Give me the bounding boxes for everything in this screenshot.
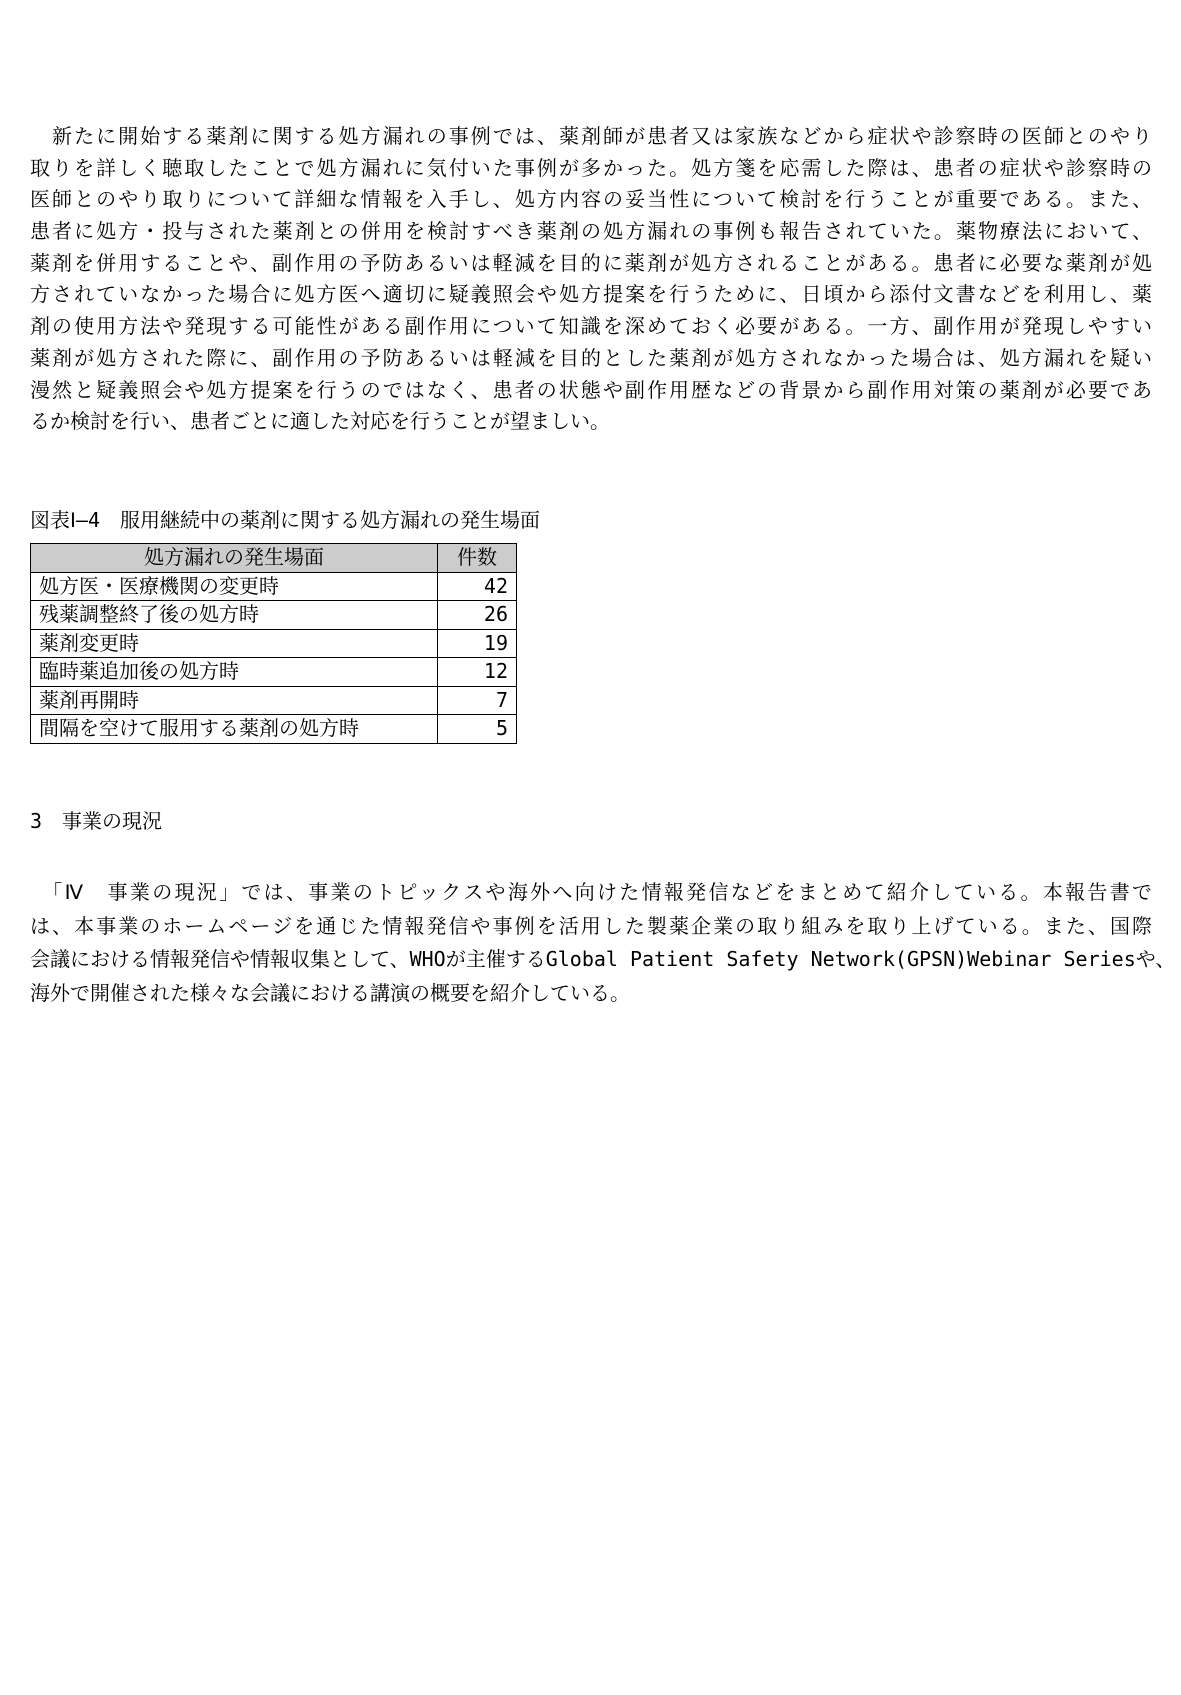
table-row xyxy=(31,601,517,630)
intro-paragraph xyxy=(30,121,1152,438)
occurrence-table xyxy=(30,543,517,744)
scene-cell: 薬剤再開時 xyxy=(31,686,438,715)
scene-cell: 薬剤変更時 xyxy=(31,629,438,658)
count-cell: 7 xyxy=(438,686,517,715)
header-count: 件数 xyxy=(438,544,517,573)
section-heading: 3 事業の現況 xyxy=(30,809,163,833)
text-line: 新たに開始する薬剤に関する処方漏れの事例では、薬剤師が患者又は家族などから症状や診察時の医師とのやり xyxy=(30,124,1152,148)
count-cell: 26 xyxy=(438,601,517,630)
count-cell: 12 xyxy=(438,658,517,687)
text-line: 医師とのやり取りについて詳細な情報を入手し、処方内容の妥当性について検討を行うことが重要である。また、 xyxy=(30,187,1152,212)
text-line: は、本事業のホームページを通じた情報発信や事例を活用した製薬企業の取り組みを取り上げている。また、国際 xyxy=(30,913,1152,938)
header-scene: 処方漏れの発生場面 xyxy=(31,544,438,573)
count-cell: 5 xyxy=(438,715,517,744)
section-paragraph xyxy=(30,876,1176,1010)
count-cell: 42 xyxy=(438,572,517,601)
table-row xyxy=(31,686,517,715)
table-row xyxy=(31,572,517,601)
text-line: るか検討を行い、患者ごとに適した対応を行うことが望ましい。 xyxy=(30,409,610,434)
scene-cell: 臨時薬追加後の処方時 xyxy=(31,658,438,687)
text-line: 「Ⅳ 事業の現況」では、事業のトピックスや海外へ向けた情報発信などをまとめて紹介している。本報告書で xyxy=(30,880,1152,904)
text-line: 方されていなかった場合に処方医へ適切に疑義照会や処方提案を行うために、日頃から添付文書などを利用し、薬 xyxy=(30,282,1152,307)
text-line: 海外で開催された様々な会議における講演の概要を紹介している。 xyxy=(30,980,630,1005)
count-cell: 19 xyxy=(438,629,517,658)
scene-cell: 処方医・医療機関の変更時 xyxy=(31,572,438,601)
table-header-row xyxy=(31,544,517,573)
text-line: 患者に処方・投与された薬剤との併用を検討すべき薬剤の処方漏れの事例も報告されていた。薬物療法において、 xyxy=(30,219,1152,244)
text-line: 漫然と疑義照会や処方提案を行うのではなく、患者の状態や副作用歴などの背景から副作用対策の薬剤が必要であ xyxy=(30,377,1152,402)
table-row xyxy=(31,715,517,744)
text-line: 取りを詳しく聴取したことで処方漏れに気付いた事例が多かった。処方箋を応需した際は、患者の症状や診察時の xyxy=(30,155,1152,180)
table-row xyxy=(31,658,517,687)
text-line: 会議における情報発信や情報収集として、WHOが主催するGlobal Patient Safety Network(GPSN)Webinar Seriesや、 xyxy=(30,947,1176,971)
scene-cell: 残薬調整終了後の処方時 xyxy=(31,601,438,630)
text-line: 剤の使用方法や発現する可能性がある副作用について知識を深めておく必要がある。一方、副作用が発現しやすい xyxy=(30,314,1152,339)
figure-title: 図表Ⅰ―4 服用継続中の薬剤に関する処方漏れの発生場面 xyxy=(30,508,540,532)
text-line: 薬剤を併用することや、副作用の予防あるいは軽減を目的に薬剤が処方されることがある。患者に必要な薬剤が処 xyxy=(30,250,1152,275)
text-line: 薬剤が処方された際に、副作用の予防あるいは軽減を目的とした薬剤が処方されなかった場合は、処方漏れを疑い xyxy=(30,345,1152,370)
scene-cell: 間隔を空けて服用する薬剤の処方時 xyxy=(31,715,438,744)
table-row xyxy=(31,629,517,658)
